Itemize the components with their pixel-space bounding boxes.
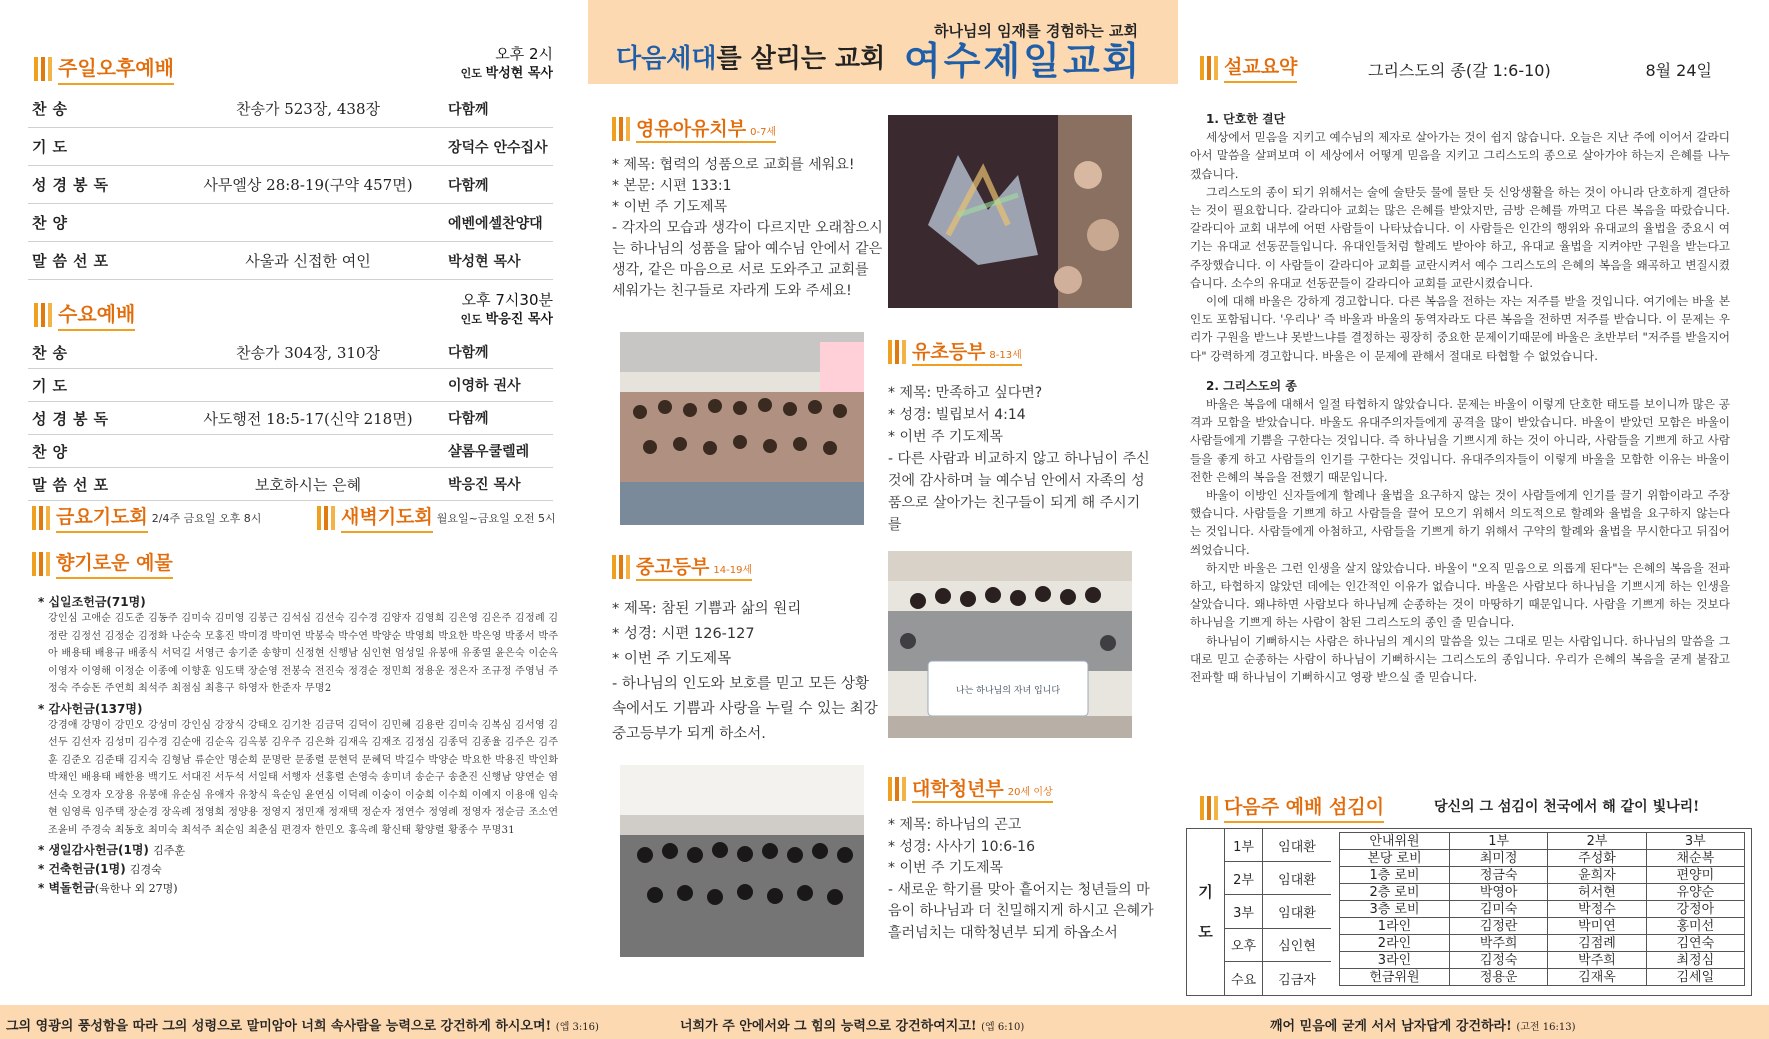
sermon-summary <box>1190 110 1730 686</box>
table-row: 3라인 김정숙 박주희 최정심 <box>1340 952 1745 969</box>
dept-college-title: 대학청년부 20세 이상 <box>888 774 1158 803</box>
dept-elementary <box>888 337 1150 536</box>
servants-title: 다음주 예배 섬김이 <box>1200 792 1750 823</box>
bars-icon <box>888 777 906 801</box>
list-item: * 제목: 하나님의 곤고 <box>888 817 1022 833</box>
list-item: * 이번 주 기도제목 <box>888 860 1004 876</box>
bars-icon <box>1200 56 1218 80</box>
sermon-paragraph: 하나님이 기뻐하시는 사람은 하나님의 계시의 말씀을 있는 그대로 믿는 사람입니다. 하나님의 말씀을 그대로 믿고 순종하는 사람이 하나님이 기뻐하시는 그리스도의 종입니다. 우리가 은혜의 복음을 굳게 붙잡고 전파할 때 하나님이 기뻐하시고 영광 받으실 줄 믿습니다. <box>1190 633 1730 685</box>
list-item: * 제목: 협력의 성품으로 교회를 세워요! <box>612 157 855 173</box>
list-item: * 이번 주 기도제목 <box>612 199 728 215</box>
order-row: 말씀선포 사울과 신접한 여인 박성현 목사 <box>28 242 553 280</box>
usher-table <box>1339 832 1745 986</box>
table-row: 3층 로비 김미숙 박정수 강정아 <box>1340 901 1745 918</box>
bars-icon <box>32 506 50 530</box>
servants-table <box>1186 828 1752 996</box>
group-photo-image <box>888 551 1132 738</box>
building-offering: * 건축헌금(1명) 김경숙 <box>38 862 162 876</box>
sermon-header <box>1200 50 1740 86</box>
birthday-offering: * 생일감사헌금(1명) 김주훈 <box>38 843 185 857</box>
group-photo-image <box>620 765 864 957</box>
dawn-prayer: 새벽기도회 월요일~금요일 오전 5시 <box>317 502 556 533</box>
list-item: * 제목: 만족하고 싶다면? <box>888 385 1043 401</box>
list-item: - 하나님의 인도와 보호를 믿고 모든 상황 속에서도 기쁨과 사랑을 누릴 수 있는 최강중고등부가 되게 하소서. <box>612 676 878 742</box>
sermon-title: 설교요약 <box>1200 52 1297 83</box>
sermon-paragraph: 그리스도의 종이 되기 위해서는 술에 술탄듯 물에 물탄 듯 신앙생활을 하는 것이 아니라 단호하게 결단하는 것이 필요합니다. 갈라디아 교회는 많은 은혜를 받았지만, 금방 은혜를 까먹고 다른 복음을 따랐습니다. 갈라디아 교회 내부에 어떤 사람들이 나타났습니다. 이 사람들은 인간의 행위와 유대교의 율법을 중요시 여기는 유대교 선동꾼들입니다. 유대인들처럼 할례도 받아야 하고, 유대교 율법을 지켜야만 구원을 받는다고 주장했습니다. 이 사람들이 갈라디아 교회를 교란시켜서 예수 그리스도의 은혜의 복음을 왜곡하고 변질시켰습니다. 소수의 유대교 선동꾼들이 갈라디아 교회를 교란시켰습니다. <box>1190 184 1730 290</box>
order-row: 말씀선포 보호하시는 은혜 박응진 목사 <box>28 468 553 501</box>
list-item: - 다른 사람과 비교하지 않고 하나님이 주신 것에 감사하며 늘 예수님 안에서 자족의 성품으로 살아가는 친구들이 되게 해 주시기를 <box>888 451 1150 533</box>
left-column <box>0 0 580 1005</box>
bars-icon <box>612 117 630 141</box>
thanks-label: * 감사헌금(137명) <box>38 701 143 716</box>
footer-verse-1: 그의 영광의 풍성함을 따라 그의 성령으로 말미암아 너희 속사람을 능력으로 강건하게 하시오며! (엡 3:16) <box>6 1019 599 1034</box>
offering-section <box>32 548 562 896</box>
table-row: 2층 로비 박영아 허서현 유양순 <box>1340 884 1745 901</box>
sermon-heading: 1. 단호한 결단 <box>1206 112 1286 126</box>
dept-youth <box>612 552 882 747</box>
sunday-worship-time: 오후 2시 인도 박성현 목사 <box>460 45 553 81</box>
sermon-passage: 그리스도의 종(갈 1:6-10) <box>1368 61 1551 80</box>
wednesday-worship-time: 오후 7시30분 인도 박응진 목사 <box>460 291 553 327</box>
sermon-paragraph: 세상에서 믿음을 지키고 예수님의 제자로 살아가는 것이 쉽지 않습니다. 오늘은 지난 주에 이어서 갈라디아서 말씀을 살펴보며 이 세상에서 어떻게 믿음을 지키고 그리스도의 종으로 살아가야 하는지 은혜를 나누겠습니다. <box>1190 130 1730 181</box>
bars-icon <box>1200 796 1218 820</box>
table-row: 3부 임대환 <box>1225 895 1331 928</box>
sunday-worship <box>28 40 553 280</box>
table-row: 본당 로비 최미정 주성화 채순복 <box>1340 850 1745 867</box>
banner-text: 나는 하나님의 자녀 입니다 <box>955 686 1061 696</box>
wednesday-worship <box>28 286 553 501</box>
order-row: 기도 장덕수 안수집사 <box>28 128 553 166</box>
table-row: 1부 임대환 <box>1225 829 1331 862</box>
sermon-paragraph: 바울은 복음에 대해서 일절 타협하지 않았습니다. 문제는 바울이 이렇게 단호한 태도를 보이니까 많은 공격과 모함을 받았습니다. 바울도 유대주의자들에게 공격을 많이 받았습니다. 바울이 받았던 모함은 바울이 사람들에게 기쁨을 구한다는 것입니다. 즉 하나님을 기쁘시게 하는 것이 아니라, 사람들을 기쁘게 하고 사람들을 좋게 하고 사람들의 인기를 구한다는 것입니다. 유대주의자들이 이렇게 바울을 모함한 이유는 바울이 전한 은혜의 복음을 전했기 때문입니다. <box>1190 397 1730 484</box>
tithe-label: * 십일조헌금(71명) <box>38 595 146 609</box>
church-name: 여수제일교회 <box>904 39 1143 83</box>
order-row: 찬양 에벤에셀찬양대 <box>28 204 553 242</box>
list-item: * 성경: 시편 126-127 <box>612 626 755 642</box>
table-row: 2부 임대환 <box>1225 862 1331 895</box>
bars-icon <box>34 57 52 81</box>
sermon-paragraph: 하지만 바울은 그런 인생을 살지 않았습니다. 바울이 "오직 믿음으로 의롭게 된다"는 은혜의 복음을 전파하고, 타협하지 않았던 데에는 인간적인 이유가 없습니다. 바울은 사람보다 하나님을 기쁘시게 하는 인생을 살았습니다. 왜냐하면 사람보다 하나님께 순종하는 것이 마땅하기 때문입니다. 사람을 기쁘게 하는 것보다 하나님을 기쁘게 하는 사람이 참된 그리스도의 종인 줄 믿습니다. <box>1190 560 1730 630</box>
church-banner <box>588 0 1178 84</box>
list-item: * 성경: 빌립보서 4:14 <box>888 407 1026 423</box>
dept-kinder-title: 영유아유치부 0-7세 <box>612 114 884 143</box>
sermon-heading: 2. 그리스도의 종 <box>1206 378 1297 393</box>
table-header-row: 안내위원 1부 2부 3부 <box>1340 833 1745 850</box>
list-item: - 각자의 모습과 생각이 다르지만 오래참으시는 하나님의 성품을 닮아 예수님 안에서 같은 생각, 같은 마음으로 서로 도와주고 교회를 세워가는 친구들로 자라게 도와 주세요! <box>612 220 883 299</box>
list-item: * 이번 주 기도제목 <box>612 651 732 667</box>
table-row: 헌금위원 정용운 김재옥 김세일 <box>1340 969 1745 986</box>
order-row: 기도 이영하 권사 <box>28 369 553 402</box>
tithe-names: 강인심 고애순 김도준 김동주 김미숙 김미영 김봉근 김석심 김선숙 김수경 김양자 김영희 김은영 김은주 김정례 김정란 김정선 김정순 김정화 나순숙 모홍진 박미경 박미연 박봉숙 박수연 박양순 박영희 박요한 박은영 박종서 박주아 배용태 배용규 배종식 서덕길 서영근 송기준 송향미 신정현 신행남 심인현 엄성일 유봉애 유종열 윤은숙 이순옥 이영자 이영해 이정순 이종예 이향훈 임도택 장순영 전봉숙 전진숙 정경순 정민희 정용운 정은자 조규정 주영님 주정숙 주승돈 주연희 최석주 최점심 최흥구 하영자 한준자 무명2 <box>48 613 559 694</box>
list-item: * 본문: 시편 133:1 <box>612 178 732 194</box>
order-row: 찬양 샬롬우쿨렐레 <box>28 435 553 468</box>
thanks-names: 강경애 강명이 강민오 강성미 강인심 강장식 강태오 김기찬 김금덕 김덕이 김민혜 김용란 김미숙 김복심 김서영 김선두 김선자 김성미 김수경 김순애 김순옥 김옥봉 김우주 김은화 김재옥 김재조 김정심 김종덕 김종율 김주은 김주훈 김준오 김준태 김지숙 김형남 류순안 명순희 문명란 문종렬 문현덕 문혜덕 박길수 박양순 박요한 박용진 박인화 박채인 배용태 배한용 백기도 서대진 서두석 서일태 서행자 선홍렬 손영숙 송미녀 송순구 송춘진 신행남 양연순 염선숙 오경자 오장용 유봉애 유순심 유애자 유창식 육순임 윤연심 이덕례 이숭이 이숭희 이수희 이예지 이용애 임숙현 임영록 임주택 장순경 장옥례 정영희 정양용 정영지 정민재 정재택 정순자 정연수 정영례 정영자 정순금 조소연 조윤비 주경숙 최동호 최미숙 최석주 최순임 최춘심 편경자 한민오 홍옥례 황신태 황양렬 황종수 무명31 <box>48 719 559 836</box>
college-photo <box>620 765 864 957</box>
sermon-date: 8월 24일 <box>1645 61 1712 80</box>
elementary-photo <box>620 332 864 525</box>
bars-icon <box>34 303 52 327</box>
sermon-paragraph: 바울이 이방인 신자들에게 할례나 율법을 요구하지 않는 것이 사람들에게 인기를 끌기 위함이라고 주장했습니다. 사람들을 기쁘게 하고 사람들을 끌어 모으기 위해서 의도적으로 할례와 율법을 요구하지 않는다는 것입니다. 사람들에게 아첨하고, 사람들을 기쁘게 하기 위해서 구약의 할례와 율법을 무시한다고 뒤집어 씌었습니다. <box>1190 488 1730 557</box>
brick-offering: * 벽돌헌금(육한나 외 27명) <box>38 881 178 895</box>
sermon-paragraph: 이에 대해 바울은 강하게 경고합니다. 다른 복음을 전하는 자는 저주를 받을 것입니다. 여기에는 바울 본인도 포함됩니다. '우리나' 즉 바울과 바울의 동역자라도 다른 복음을 전하면 저주를 받습니다. 이 문제는 우리가 구원을 받느냐 못받느냐를 결정하는 굉장히 중요한 문제이기때문에 바울은 초반부터 "저주를 받을지어다" 강력하게 경고합니다. 바울은 이 문제에 관해서 절대로 타협할 수 없었습니다. <box>1190 294 1730 363</box>
order-row: 성경봉독 사무엘상 28:8-19(구약 457면) 다함께 <box>28 166 553 204</box>
dept-kinder <box>612 114 884 302</box>
dept-youth-title: 중고등부 14-19세 <box>612 552 882 581</box>
servants-motto: 당신의 그 섬김이 천국에서 해 같이 빛나리! <box>1434 799 1700 815</box>
servants-header <box>1200 792 1750 822</box>
bars-icon <box>32 552 50 576</box>
list-item: * 이번 주 기도제목 <box>888 429 1004 445</box>
footer-verse-3: 깨어 믿음에 굳게 서서 남자답게 강건하라! (고전 16:13) <box>1270 1019 1576 1034</box>
list-item: - 새로운 학기를 맞아 흩어지는 청년들의 마음이 하나님과 더 친밀해지게 하시고 은혜가 흘러넘치는 대학청년부 되게 하옵소서 <box>888 881 1154 941</box>
wednesday-worship-title: 수요예배 <box>34 298 135 331</box>
dept-college <box>888 774 1158 944</box>
table-row: 1라인 김정란 박미연 홍미선 <box>1340 918 1745 935</box>
banner-subtitle: 하나님의 임재를 경험하는 교회 <box>933 22 1138 40</box>
table-row: 2라인 박주희 김점례 김연숙 <box>1340 935 1745 952</box>
kinder-photo <box>888 115 1132 308</box>
order-row: 찬송 찬송가 523장, 438장 다함께 <box>28 90 553 128</box>
sunday-worship-title: 주일오후예배 <box>34 52 174 85</box>
table-row: 오후 심인현 <box>1225 929 1331 962</box>
group-photo-image <box>620 332 864 525</box>
friday-prayer: 금요기도회 2/4주 금요일 오후 8시 <box>32 502 317 533</box>
offering-title: 향기로운 예물 <box>32 548 562 579</box>
table-row: 수요 김금자 <box>1225 962 1331 995</box>
footer-verse-2: 너희가 주 안에서와 그 힘의 능력으로 강건하여지고! (엡 6:10) <box>680 1019 1025 1034</box>
dept-elementary-title: 유초등부 8-13세 <box>888 337 1150 366</box>
table-row: 1층 로비 정금숙 윤희자 편양미 <box>1340 867 1745 884</box>
order-row: 찬송 찬송가 304장, 310장 다함께 <box>28 336 553 369</box>
banner-slogan: 다음세대를 살리는 교회 <box>616 44 886 74</box>
bars-icon <box>612 555 630 579</box>
bars-icon <box>888 340 906 364</box>
prayer-meetings <box>32 502 572 533</box>
youth-photo <box>888 551 1132 738</box>
bars-icon <box>317 506 335 530</box>
prayer-label: 기 도 <box>1187 829 1225 995</box>
light-art-image <box>888 115 1132 308</box>
list-item: * 성경: 사사기 10:6-16 <box>888 838 1035 855</box>
prayer-schedule <box>1225 829 1331 995</box>
footer-verses <box>0 1005 1769 1039</box>
list-item: * 제목: 참된 기쁨과 삶의 원리 <box>612 601 802 617</box>
order-row: 성경봉독 사도행전 18:5-17(신약 218면) 다함께 <box>28 402 553 435</box>
